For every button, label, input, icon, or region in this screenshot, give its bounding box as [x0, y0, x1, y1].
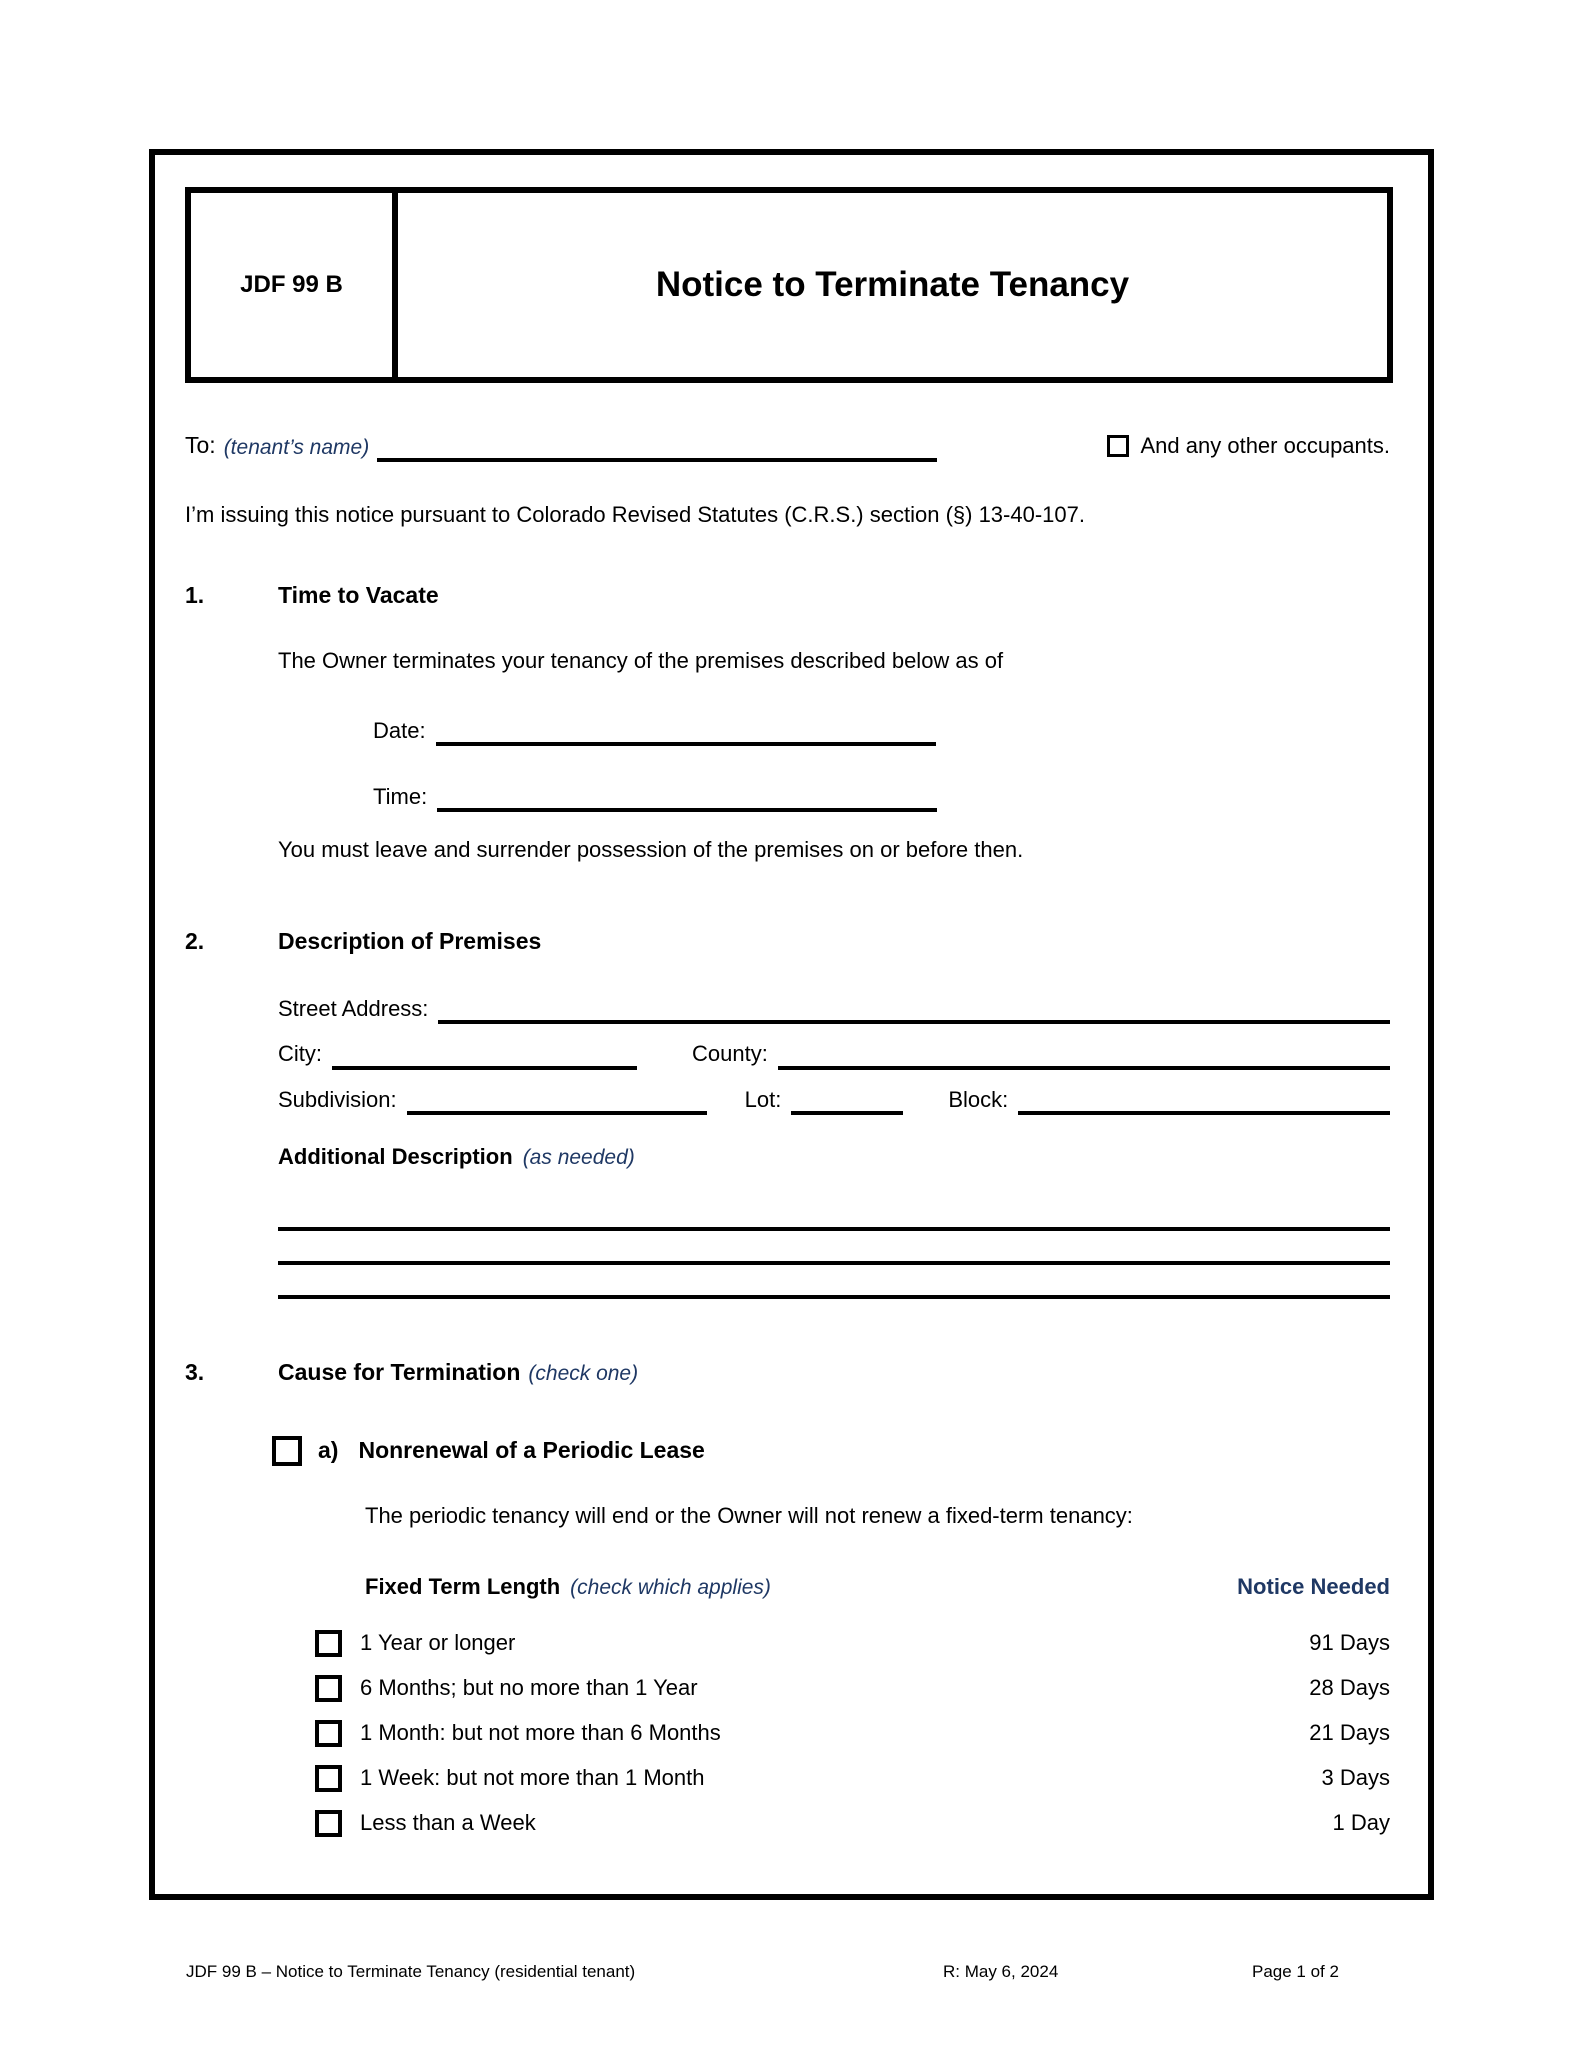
time-label: Time: — [373, 784, 428, 810]
term-less-than-week-label: Less than a Week — [360, 1810, 536, 1836]
time-row — [373, 784, 1390, 810]
subdivision-label: Subdivision: — [278, 1086, 397, 1112]
term-1-month-notice: 21 Days — [1309, 1720, 1390, 1746]
section-1-heading — [185, 582, 1390, 609]
term-row-1-month — [315, 1711, 1390, 1756]
section-3-title — [278, 1359, 638, 1386]
term-6-months-checkbox[interactable] — [315, 1675, 342, 1702]
section-2-number: 2. — [185, 927, 205, 954]
term-1-year-notice: 91 Days — [1309, 1630, 1390, 1656]
term-less-than-week-notice: 1 Day — [1332, 1810, 1390, 1836]
term-1-year-label: 1 Year or longer — [360, 1630, 516, 1656]
fixed-term-table-header — [365, 1573, 1390, 1601]
option-a-body: The periodic tenancy will end or the Owner will not renew a fixed-term tenancy: — [365, 1502, 1133, 1528]
lot-field[interactable] — [791, 1111, 903, 1115]
date-row — [373, 718, 1390, 744]
section-1-body-1: The Owner terminates your tenancy of the premises described below as of — [278, 647, 1004, 673]
county-label: County: — [692, 1041, 768, 1067]
term-row-6-months — [315, 1666, 1390, 1711]
date-label: Date: — [373, 718, 426, 744]
section-1-title: Time to Vacate — [278, 581, 439, 608]
option-a-title: Nonrenewal of a Periodic Lease — [358, 1437, 705, 1464]
section-1-number: 1. — [185, 581, 205, 608]
footer-revision-date: R: May 6, 2024 — [943, 1962, 1059, 1981]
term-1-week-notice: 3 Days — [1321, 1765, 1390, 1791]
block-field[interactable] — [1018, 1111, 1390, 1115]
section-3-hint: (check one) — [528, 1361, 639, 1385]
page-title: Notice to Terminate Tenancy — [655, 265, 1130, 304]
term-1-week-label: 1 Week: but not more than 1 Month — [360, 1765, 705, 1791]
county-field[interactable] — [778, 1066, 1390, 1070]
street-address-row — [278, 995, 1390, 1023]
city-county-row — [278, 1040, 1390, 1068]
footer-form-title: JDF 99 B – Notice to Terminate Tenancy (residential tenant) — [186, 1962, 636, 1981]
to-label: To: — [185, 432, 216, 458]
section-3-heading — [185, 1359, 1390, 1386]
occupants-checkbox[interactable] — [1107, 435, 1129, 457]
block-label: Block: — [948, 1086, 1009, 1112]
term-row-1-week — [315, 1756, 1390, 1801]
option-a-row — [272, 1436, 1390, 1466]
term-row-less-than-week — [315, 1801, 1390, 1846]
additional-description-line-1[interactable] — [278, 1227, 1390, 1231]
form-border — [149, 149, 1434, 1900]
additional-description-heading — [278, 1143, 1390, 1171]
street-address-label: Street Address: — [278, 995, 429, 1021]
term-less-than-week-checkbox[interactable] — [315, 1810, 342, 1837]
term-row-1-year — [315, 1621, 1390, 1666]
to-row — [185, 431, 1390, 460]
option-a-checkbox[interactable] — [272, 1436, 302, 1466]
additional-description-hint: (as needed) — [522, 1146, 635, 1170]
city-label: City: — [278, 1041, 322, 1067]
term-1-year-checkbox[interactable] — [315, 1630, 342, 1657]
additional-description-line-2[interactable] — [278, 1261, 1390, 1265]
term-1-month-label: 1 Month: but not more than 6 Months — [360, 1720, 721, 1746]
occupants-label: And any other occupants. — [1140, 433, 1390, 459]
subdivision-lot-block-row — [278, 1086, 1390, 1114]
date-field[interactable] — [436, 742, 936, 746]
occupants-group — [1107, 432, 1391, 460]
tenant-name-field[interactable] — [377, 458, 937, 462]
intro-text: I’m issuing this notice pursuant to Colorado Revised Statutes (C.R.S.) section (§) 13-40-107. — [185, 501, 1085, 527]
section-3-number: 3. — [185, 1358, 205, 1385]
additional-description-line-3[interactable] — [278, 1295, 1390, 1299]
street-address-field[interactable] — [438, 1020, 1390, 1024]
section-3-title-text: Cause for Termination — [278, 1358, 521, 1385]
notice-needed-header: Notice Needed — [1237, 1574, 1390, 1600]
option-a-letter: a) — [318, 1437, 339, 1464]
lot-label: Lot: — [744, 1086, 782, 1112]
form-header — [185, 187, 1393, 383]
term-6-months-notice: 28 Days — [1309, 1675, 1390, 1701]
fixed-term-length-header: Fixed Term Length — [365, 1574, 561, 1600]
fixed-term-length-hint: (check which applies) — [570, 1576, 771, 1600]
section-1-body-2: You must leave and surrender possession of the premises on or before then. — [278, 837, 1024, 863]
section-2-heading — [185, 928, 1390, 955]
footer-page-number: Page 1 of 2 — [1252, 1962, 1339, 1981]
additional-description-label: Additional Description — [278, 1144, 513, 1170]
time-field[interactable] — [437, 808, 937, 812]
fixed-term-rows — [315, 1621, 1390, 1846]
form-number: JDF 99 B — [191, 193, 398, 377]
term-1-month-checkbox[interactable] — [315, 1720, 342, 1747]
section-2-title: Description of Premises — [278, 927, 542, 954]
term-6-months-label: 6 Months; but no more than 1 Year — [360, 1675, 698, 1701]
term-1-week-checkbox[interactable] — [315, 1765, 342, 1792]
tenant-name-hint: (tenant’s name) — [223, 435, 370, 459]
subdivision-field[interactable] — [407, 1111, 707, 1115]
city-field[interactable] — [332, 1066, 637, 1070]
